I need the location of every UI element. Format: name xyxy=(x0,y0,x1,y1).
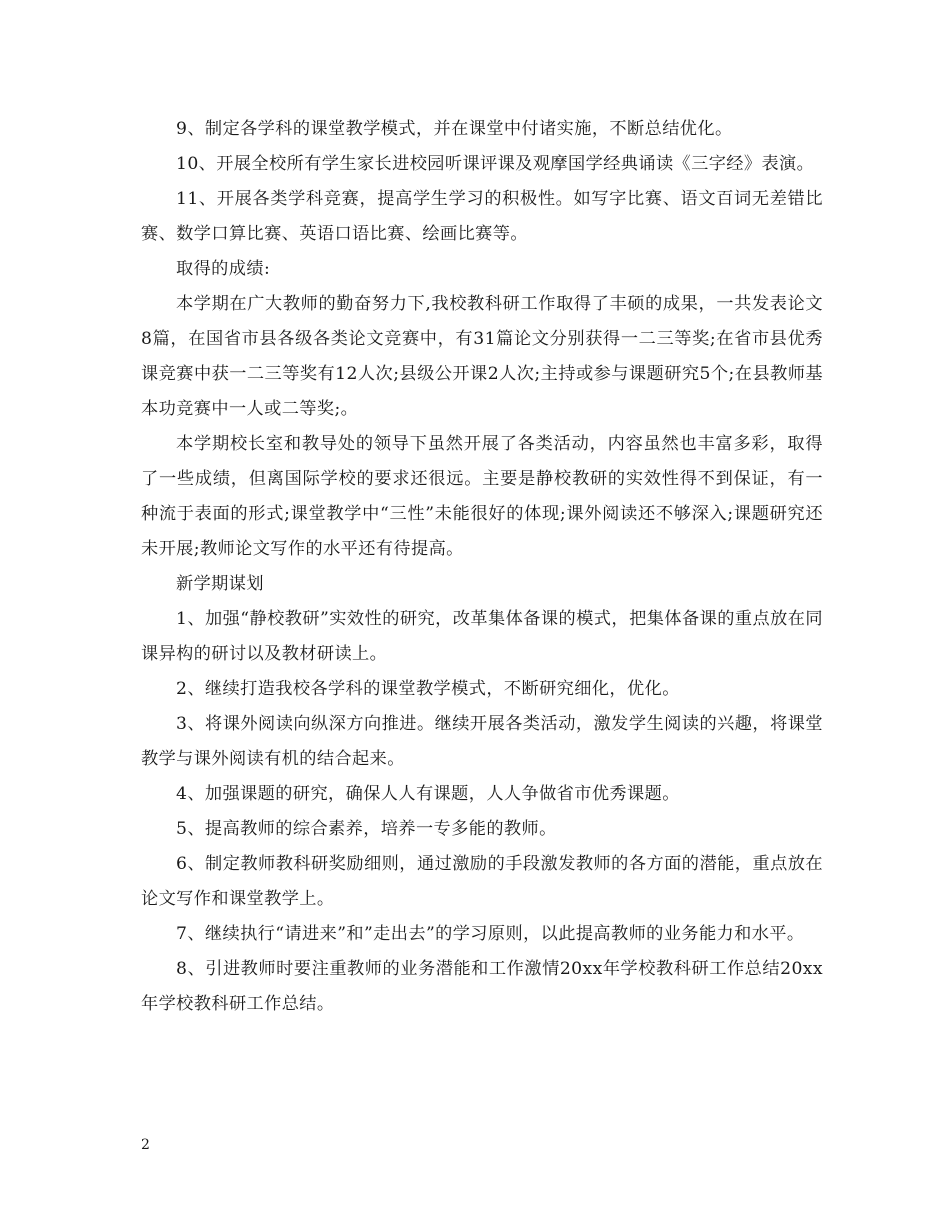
plan-item-7: 7、继续执行“请进来”和”走出去”的学习原则，以此提高教师的业务能力和水平。 xyxy=(176,924,805,944)
plan-item-5: 5、提高教师的综合素养，培养一专多能的教师。 xyxy=(176,819,557,839)
plan-item-4: 4、加强课题的研究，确保人人有课题，人人争做省市优秀课题。 xyxy=(176,784,680,804)
achievements-paragraph: 本学期在广大教师的勤奋努力下,我校教科研工作取得了丰硕的成果，一共发表论文8篇，在国省市县各级各类论文竞赛中，有31篇论文分别获得一二三等奖;在省市县优秀课竞赛中获一二三等奖有12人次;县级公开课2人次;主持或参与课题研究5个;在县教师基本功竞赛中一人或二等奖;。 xyxy=(141,294,823,419)
section-heading-achievements: 取得的成绩: xyxy=(176,259,271,279)
paragraph-item-9: 9、制定各学科的课堂教学模式，并在课堂中付诸实施，不断总结优化。 xyxy=(176,119,733,139)
shortcomings-paragraph: 本学期校长室和教导处的领导下虽然开展了各类活动，内容虽然也丰富多彩，取得了一些成绩，但离国际学校的要求还很远。主要是静校教研的实效性得不到保证，有一种流于表面的形式;课堂教学中“三性”未能很好的体现;课外阅读还不够深入;课题研究还未开展;教师论文写作的水平还有待提高。 xyxy=(141,434,823,559)
paragraph-item-10: 10、开展全校所有学生家长进校园听课评课及观摩国学经典诵读《三字经》表演。 xyxy=(176,154,815,174)
plan-item-2: 2、继续打造我校各学科的课堂教学模式，不断研究细化，优化。 xyxy=(176,679,680,699)
plan-item-3: 3、将课外阅读向纵深方向推进。继续开展各类活动，激发学生阅读的兴趣，将课堂教学与课外阅读有机的结合起来。 xyxy=(141,714,823,769)
plan-item-8: 8、引进教师时要注重教师的业务潜能和工作激情20xx年学校教科研工作总结20xx年学校教科研工作总结。 xyxy=(141,959,823,1014)
paragraph-item-11: 11、开展各类学科竞赛，提高学生学习的积极性。如写字比赛、语文百词无差错比赛、数学口算比赛、英语口语比赛、绘画比赛等。 xyxy=(141,189,823,244)
document-body xyxy=(141,112,823,1022)
plan-item-1: 1、加强“静校教研”实效性的研究，改革集体备课的模式，把集体备课的重点放在同课异构的研讨以及教材研读上。 xyxy=(141,609,823,664)
section-heading-new-term-plan: 新学期谋划 xyxy=(176,574,264,594)
plan-item-6: 6、制定教师教科研奖励细则，通过激励的手段激发教师的各方面的潜能，重点放在论文写作和课堂教学上。 xyxy=(141,854,823,909)
page-number: 2 xyxy=(141,1137,150,1153)
